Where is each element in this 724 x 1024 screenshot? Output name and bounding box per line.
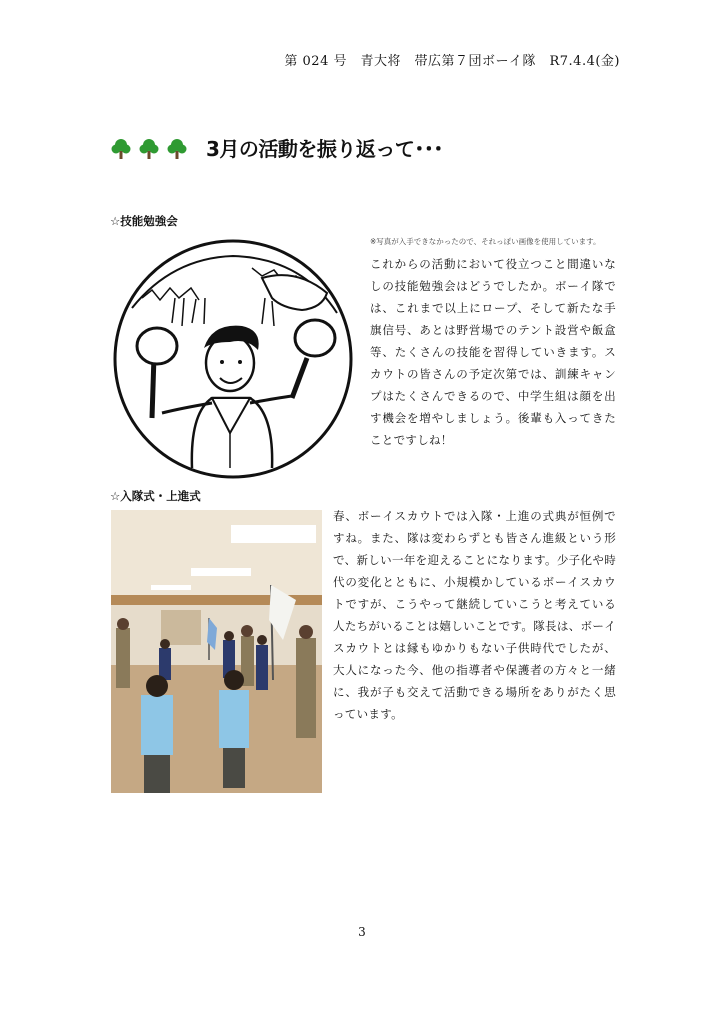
page-number: 3: [358, 925, 366, 939]
section-title: [110, 133, 443, 162]
tree-icon: [138, 137, 160, 159]
skills-paragraph: これからの活動において役立つこと間違いなしの技能勉強会はどうでしたか。ボーイ隊では、これまで以上にロープ、そして新たな手旗信号、あとは野営場でのテント設営や飯盒等、たくさんの技能を習得していきます。スカウトの皆さんの予定次第では、訓練キャンプはたくさんできるので、中学生組は顔を出す機会を増やしましょう。後輩も入ってきたことですしね！: [370, 257, 616, 447]
issue-header: 第 024 号 青大将 帯広第７団ボーイ隊 R7.4.4(金): [284, 54, 620, 69]
image-note: ※写真が入手できなかったので、それっぽい画像を使用しています。: [370, 237, 601, 246]
tree-icon: [110, 137, 132, 159]
skills-heading: ☆技能勉強会: [110, 214, 178, 228]
ceremony-paragraph: 春、ボーイスカウトでは入隊・上進の式典が恒例ですね。また、隊は変わらずとも皆さん進級という形で、新しい一年を迎えることになります。少子化や時代の変化とともに、小規模かしているボーイスカウトですが、こうやって継続していこうと考えている人たちがいることは嬉しいことです。隊長は、ボーイスカウトとは縁もゆかりもない子供時代でしたが、大人になった今、他の指導者や保護者の方々と一緒に、我が子も交えて活動できる場所をありがたく思っています。: [333, 509, 616, 721]
section-title-text: 3月の活動を振り返って･･･: [206, 137, 443, 161]
scout-illustration: [112, 238, 354, 480]
ceremony-heading: ☆入隊式・上進式: [110, 489, 201, 503]
tree-icon: [166, 137, 188, 159]
ceremony-photo: [111, 510, 322, 793]
